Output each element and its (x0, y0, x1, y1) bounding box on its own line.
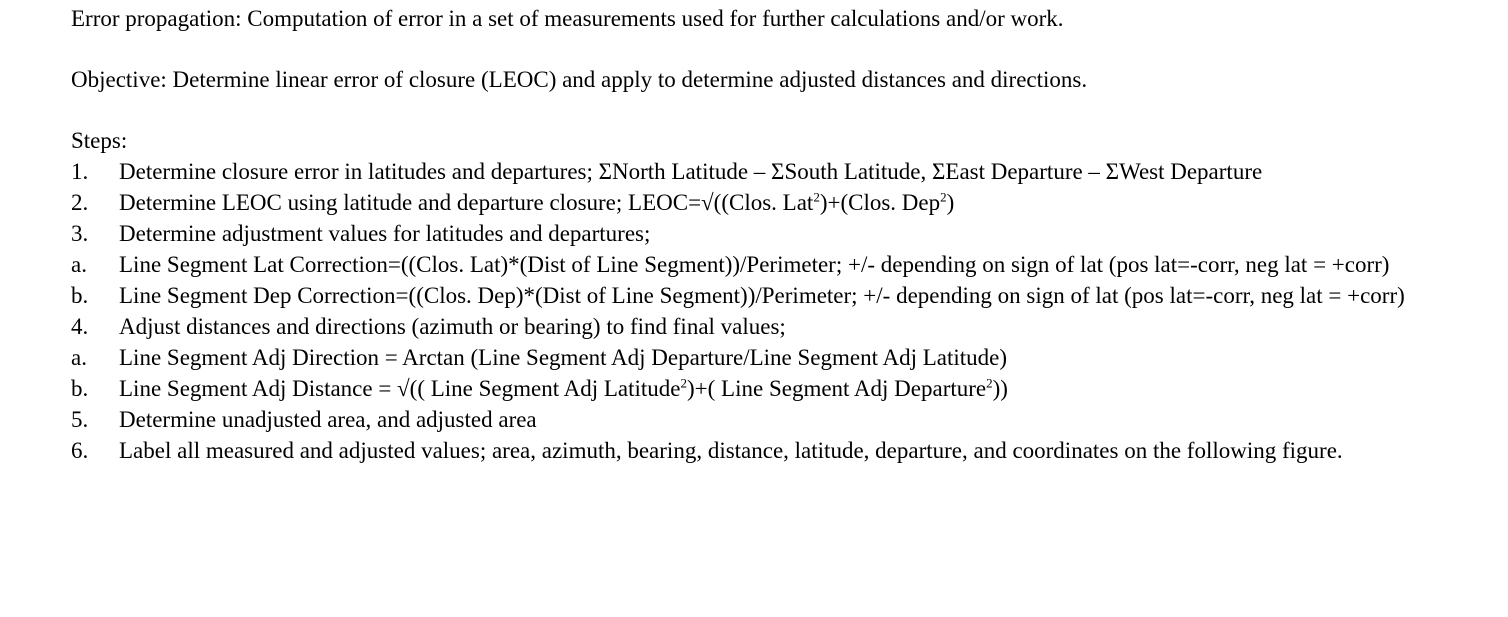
step-item (71, 249, 1501, 280)
step-item (71, 342, 1501, 373)
step-text: Adjust distances and directions (azimuth or bearing) to find final values; (119, 314, 786, 339)
step-marker: a. (71, 252, 87, 277)
step-text: Determine LEOC using latitude and departure closure; LEOC=√((Clos. Lat$^2$)+(Clos. Dep$^2$) (119, 189, 955, 215)
step-item (71, 187, 1501, 218)
step-text: Determine unadjusted area, and adjusted area (119, 407, 537, 432)
step-item (71, 218, 1501, 249)
step-text: Line Segment Dep Correction=((Clos. Dep)*(Dist of Line Segment))/Perimeter; +/- depending on sign of lat (pos lat=-corr, neg lat = +corr) (119, 283, 1405, 308)
steps-heading: Steps: (71, 128, 128, 153)
step-marker: 3. (71, 221, 89, 246)
steps-list (71, 156, 1501, 466)
step-marker: 2. (71, 190, 89, 215)
step-marker: 1. (71, 159, 89, 184)
step-marker: 6. (71, 438, 89, 463)
step-text: Line Segment Adj Distance = √(( Line Segment Adj Latitude$^2$)+( Line Segment Adj Departure$^2$)) (119, 375, 1008, 401)
step-marker: 4. (71, 314, 89, 339)
step-item (71, 311, 1501, 342)
step-item (71, 373, 1501, 404)
paragraph-spacer (71, 95, 1501, 125)
paragraph-spacer (71, 34, 1501, 64)
step-item (71, 435, 1501, 466)
objective-paragraph: Objective: Determine linear error of closure (LEOC) and apply to determine adjusted distances and directions. (71, 67, 1088, 92)
step-marker: b. (71, 283, 89, 308)
step-text: Determine adjustment values for latitudes and departures; (119, 221, 651, 246)
step-marker: 5. (71, 407, 89, 432)
step-marker: b. (71, 376, 89, 401)
step-item (71, 280, 1501, 311)
step-item (71, 404, 1501, 435)
step-text: Label all measured and adjusted values; area, azimuth, bearing, distance, latitude, departure, and coordinates on the following figure. (119, 438, 1343, 463)
document-body (71, 3, 1501, 466)
step-text: Line Segment Lat Correction=((Clos. Lat)*(Dist of Line Segment))/Perimeter; +/- depending on sign of lat (pos lat=-corr, neg lat = +corr) (119, 252, 1390, 277)
step-item (71, 156, 1501, 187)
step-text: Determine closure error in latitudes and departures; ΣNorth Latitude – ΣSouth Latitude, ΣEast Departure – ΣWest Departure (119, 159, 1263, 184)
step-marker: a. (71, 345, 87, 370)
step-text: Line Segment Adj Direction = Arctan (Line Segment Adj Departure/Line Segment Adj Latitude) (119, 345, 1008, 370)
intro-paragraph: Error propagation: Computation of error in a set of measurements used for further calculations and/or work. (71, 6, 1064, 31)
